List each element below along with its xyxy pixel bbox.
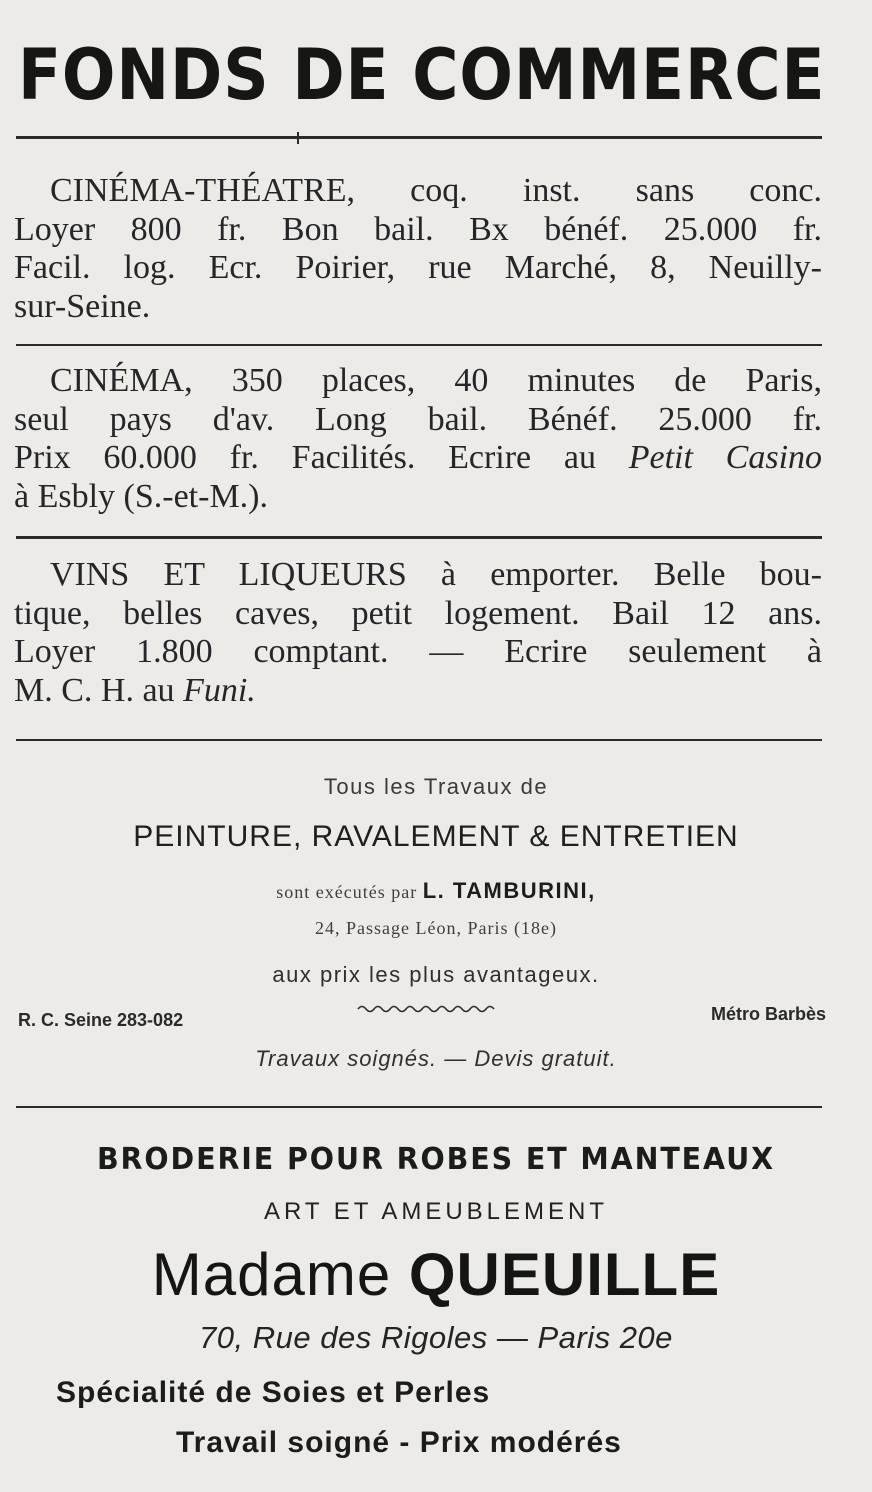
- tamburini-by-line: [0, 878, 872, 904]
- title-rule: [16, 136, 822, 139]
- tamburini-footer: Travaux soignés. — Devis gratuit.: [255, 1046, 617, 1071]
- tamburini-metro: Métro Barbès: [710, 1004, 826, 1024]
- queuille-specialty: Spécialité de Soies et Perles: [56, 1376, 491, 1409]
- divider-rule: [16, 739, 822, 741]
- ad-line: Loyer 1.800 comptant. — Ecrire seulement à: [14, 633, 822, 670]
- queuille-name-line: [0, 1240, 872, 1309]
- tamburini-intro: Tous les Travaux de: [323, 774, 549, 799]
- ad-cinema: [14, 362, 822, 516]
- wavy-ornament: [356, 1002, 496, 1016]
- queuille-name-prefix: Madame: [151, 1241, 392, 1308]
- ad-line: Facil. log. Ecr. Poirier, rue Marché, 8, Neuilly-: [14, 249, 822, 286]
- ad-line: [14, 672, 822, 711]
- ad-line: seul pays d'av. Long bail. Bénéf. 25.000 fr.: [14, 400, 822, 438]
- ad-line: CINÉMA-THÉATRE, coq. inst. sans conc.: [50, 172, 822, 209]
- queuille-sub: ART ET AMEUBLEMENT: [263, 1198, 609, 1225]
- ad-vins-liqueurs: [14, 556, 822, 710]
- tamburini-rc: R. C. Seine 283-082: [18, 1010, 184, 1030]
- divider-rule: [16, 1106, 822, 1108]
- ad-italic-name: Funi.: [183, 671, 256, 709]
- ad-line-text: Prix 60.000 fr. Facilités. Ecrire au: [14, 439, 596, 476]
- title-rule-mark: [297, 132, 299, 144]
- ad-line-text: M. C. H. au: [14, 671, 175, 709]
- ad-line: [14, 439, 822, 478]
- ad-line: tique, belles caves, petit logement. Bail 12 ans.: [14, 594, 822, 632]
- ad-line: à Esbly (S.-et-M.).: [14, 477, 269, 515]
- queuille-heading: BRODERIE POUR ROBES ET MANTEAUX: [96, 1142, 776, 1177]
- tamburini-prices: aux prix les plus avantageux.: [272, 962, 600, 987]
- ad-line: VINS ET LIQUEURS à emporter. Belle bou-: [50, 556, 822, 593]
- queuille-quality: Travail soigné - Prix modérés: [176, 1426, 622, 1459]
- ad-italic-name: Petit Casino: [628, 439, 823, 476]
- divider-rule: [16, 344, 822, 346]
- ad-line: CINÉMA, 350 places, 40 minutes de Paris,: [50, 362, 822, 399]
- tamburini-heading: PEINTURE, RAVALEMENT & ENTRETIEN: [133, 820, 739, 853]
- ad-line: sur-Seine.: [14, 287, 151, 325]
- divider-rule: [16, 536, 822, 539]
- ad-line: Loyer 800 fr. Bon bail. Bx bénéf. 25.000 fr.: [14, 210, 822, 248]
- tamburini-address: 24, Passage Léon, Paris (18e): [315, 918, 557, 938]
- queuille-name: QUEUILLE: [408, 1241, 721, 1308]
- ad-cinema-theatre: [14, 172, 822, 326]
- tamburini-name: L. TAMBURINI,: [422, 878, 596, 903]
- page-title: FONDS DE COMMERCE: [18, 34, 826, 116]
- tamburini-by-prefix: sont exécutés par: [276, 882, 418, 902]
- queuille-address: 70, Rue des Rigoles — Paris 20e: [199, 1320, 673, 1355]
